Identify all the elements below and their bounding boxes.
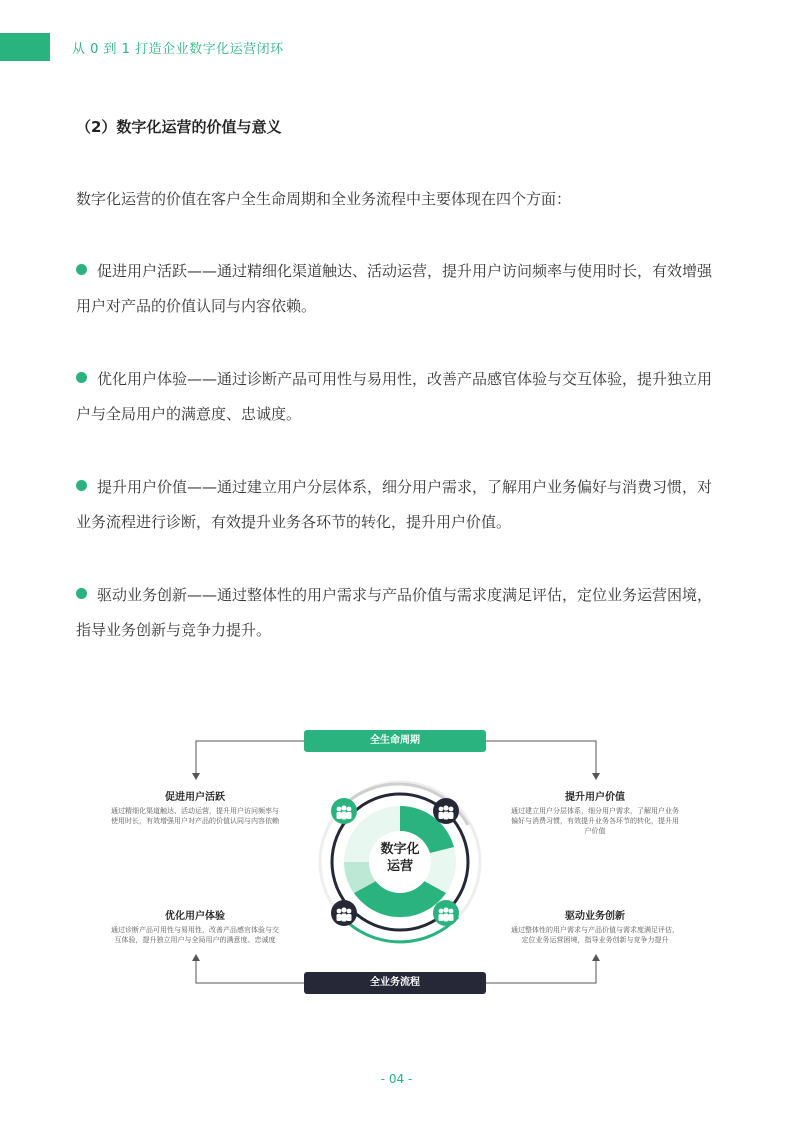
connector-line (196, 741, 304, 773)
card-description: 通过建立用户分层体系，细分用户需求，了解用户业务偏好与消费习惯，有效提升业务各环节的转化，提升用户价值 (511, 807, 679, 835)
bullet-text: 优化用户体验——通过诊断产品可用性与易用性，改善产品感官体验与交互体验，提升独立用户与全局用户的满意度、忠诚度。 (76, 370, 713, 423)
section-title: （2）数字化运营的价值与意义 (76, 118, 282, 136)
card-description: 通过精细化渠道触达、活动运营，提升用户访问频率与使用时长，有效增强用户对产品的价值认同与内容依赖 (111, 807, 279, 825)
users-group-icon (331, 900, 357, 926)
center-label (374, 841, 426, 875)
bullet-text: 提升用户价值——通过建立用户分层体系，细分用户需求，了解用户业务偏好与消费习惯，对业务流程进行诊断，有效提升业务各环节的转化，提升用户价值。 (76, 478, 713, 531)
bullet-item (76, 470, 718, 540)
card-description: 通过整体性的用户需求与产品价值与需求度满足评估，定位业务运营困境，指导业务创新与竞争力提升 (511, 926, 679, 944)
card-title: 提升用户价值 (565, 792, 625, 803)
center-label-line: 数字化 (380, 842, 420, 857)
arrowhead-icon (592, 773, 600, 780)
users-group-icon (433, 900, 459, 926)
lifecycle-label: 全生命周期 (304, 730, 486, 752)
arrowhead-icon (192, 773, 200, 780)
diagram-card (110, 788, 280, 826)
diagram-card (110, 907, 280, 945)
arrowhead-icon (592, 954, 600, 961)
bullet-item (76, 578, 718, 648)
bullet-dot-icon (76, 372, 87, 383)
bullet-dot-icon (76, 588, 87, 599)
running-title: 从 0 到 1 打造企业数字化运营闭环 (72, 42, 284, 57)
bullet-text: 促进用户活跃——通过精细化渠道触达、活动运营，提升用户访问频率与使用时长，有效增强用户对产品的价值认同与内容依赖。 (76, 262, 713, 315)
card-title: 促进用户活跃 (165, 792, 225, 803)
users-group-icon (433, 798, 459, 824)
diagram-card (510, 907, 680, 945)
card-title: 驱动业务创新 (565, 911, 625, 922)
bullet-dot-icon (76, 480, 87, 491)
intro-paragraph: 数字化运营的价值在客户全生命周期和全业务流程中主要体现在四个方面： (76, 190, 572, 208)
header-accent-bar (0, 33, 50, 61)
bullet-item (76, 362, 718, 432)
bullet-text: 驱动业务创新——通过整体性的用户需求与产品价值与需求度满足评估，定位业务运营困境，指导业务创新与竞争力提升。 (76, 586, 713, 639)
center-label-line: 运营 (386, 859, 413, 874)
users-group-icon (331, 798, 357, 824)
connector-line (486, 741, 596, 773)
diagram-card (510, 788, 680, 836)
bullet-dot-icon (76, 264, 87, 275)
connector-line (486, 959, 596, 983)
bullet-item (76, 254, 718, 324)
card-title: 优化用户体验 (165, 911, 225, 922)
connector-line (196, 959, 304, 983)
arrowhead-icon (192, 954, 200, 961)
card-description: 通过诊断产品可用性与易用性，改善产品感官体验与交互体验，提升独立用户与全局用户的满意度、忠诚度 (111, 926, 279, 944)
business-process-label: 全业务流程 (304, 972, 486, 994)
page-number: - 04 - (380, 1072, 413, 1086)
digital-operation-diagram (110, 725, 690, 1005)
